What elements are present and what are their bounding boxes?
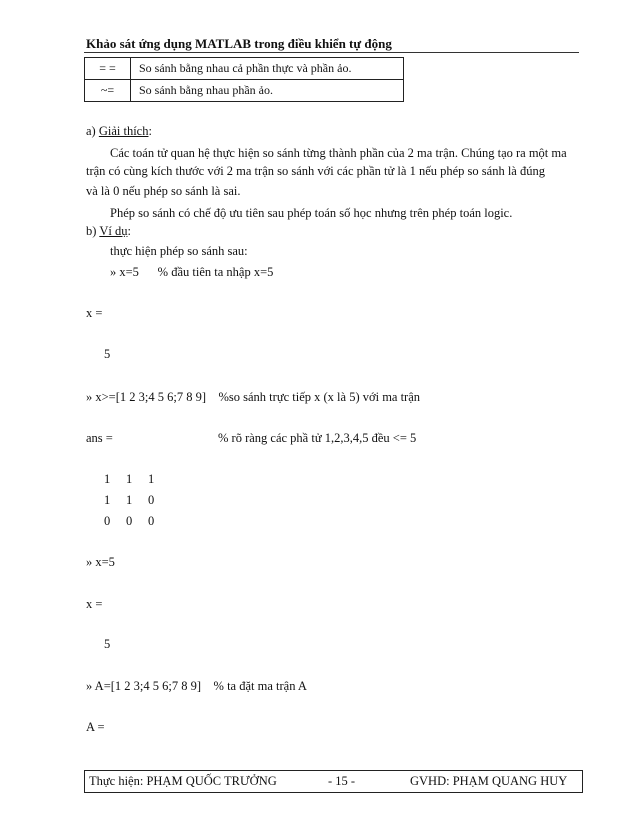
operator-cell: = = [85,58,131,80]
footer-advisor: GVHD: PHẠM QUANG HUY [410,774,568,788]
page-footer [84,770,583,793]
code-line: » x=5 % đầu tiên ta nhập x=5 [110,265,274,279]
matrix-cell: 0 [148,514,155,528]
paragraph-line: và là 0 nếu phép so sánh là sai. [86,184,241,198]
page-number: - 15 - [328,774,356,788]
code-output: 5 [104,637,111,651]
operator-cell: ~= [85,80,131,102]
operator-table [84,57,404,102]
code-output: x = [86,597,103,611]
page-header-title: Khảo sát ứng dụng MATLAB trong điều khiển tự động [86,36,392,51]
paragraph-line: Phép so sánh có chế độ ưu tiên sau phép toán số học nhưng trên phép toán logic. [110,206,513,220]
code-output: ans = [86,431,113,445]
section-b-heading: b) Ví dụ: [86,224,131,238]
matrix-cell: 1 [126,493,133,507]
matrix-cell: 0 [148,493,155,507]
code-output: 5 [104,347,111,361]
description-cell: So sánh bằng nhau phần ảo. [131,80,404,102]
matrix-cell: 0 [104,514,111,528]
example-intro: thực hiện phép so sánh sau: [110,244,248,258]
table-row [85,80,404,102]
matrix-cell: 1 [104,493,111,507]
section-a-heading: a) Giải thích: [86,124,152,138]
paragraph-line: Các toán tử quan hệ thực hiện so sánh từng thành phần của 2 ma trận. Chúng tạo ra một ma [110,146,567,160]
footer-author: Thực hiện: PHẠM QUỐC TRƯỞNG [89,774,277,788]
header-divider [84,52,579,53]
code-comment: % rõ ràng các phầ tử 1,2,3,4,5 đều <= 5 [218,431,417,445]
matrix-cell: 1 [104,472,111,486]
table-row [85,58,404,80]
matrix-cell: 1 [148,472,155,486]
paragraph-line: trận có cùng kích thước với 2 ma trận so sánh với các phần tử là 1 nếu phép so sánh là đúng [86,164,545,178]
matrix-cell: 1 [126,472,133,486]
code-line: » x>=[1 2 3;4 5 6;7 8 9] %so sánh trực tiếp x (x là 5) với ma trận [86,390,421,404]
description-cell: So sánh bằng nhau cả phần thực và phần ảo. [131,58,404,80]
code-output: A = [86,720,105,734]
code-line: » A=[1 2 3;4 5 6;7 8 9] % ta đặt ma trận A [86,679,307,693]
code-line: » x=5 [86,555,115,569]
matrix-cell: 0 [126,514,133,528]
code-output: x = [86,306,103,320]
